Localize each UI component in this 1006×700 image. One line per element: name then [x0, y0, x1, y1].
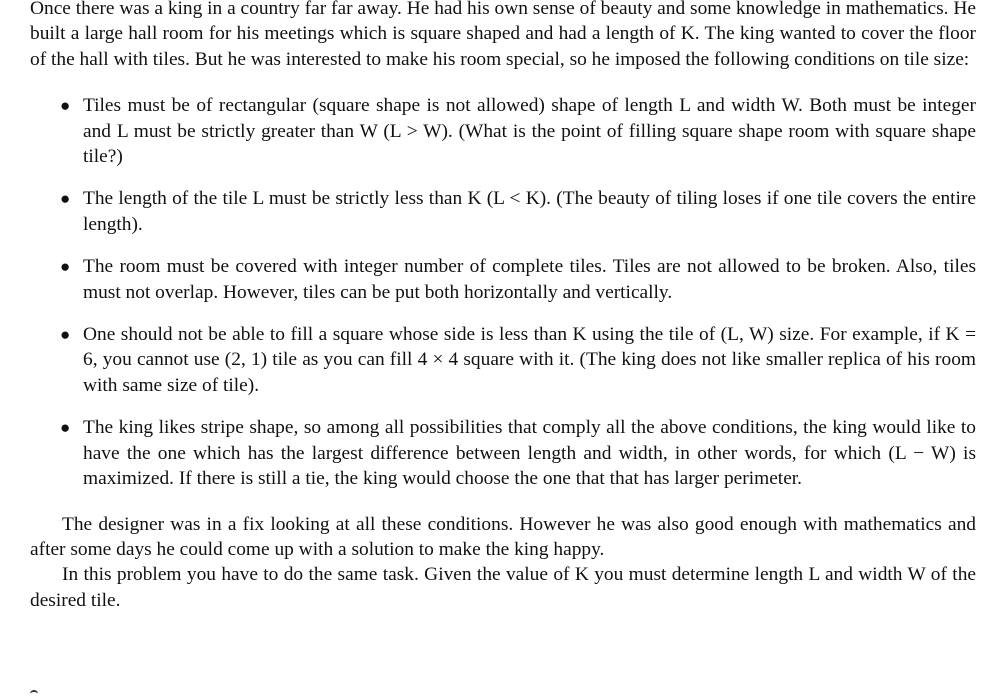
list-item	[30, 415, 976, 491]
problem-statement	[30, 0, 976, 613]
condition-text: The king likes stripe shape, so among all possibilities that comply all the above conditions, the king would like to have the one which has the largest difference between length and width, in other words, for which (L − W) is maximized. If there is still a tie, the king would choose the one that that has larger perimeter.	[83, 417, 976, 490]
conditions-list	[30, 93, 976, 491]
bullet-icon: ●	[60, 96, 71, 116]
outro-paragraph-1: The designer was in a fix looking at all these conditions. However he was also good enough with mathematics and after some days he could come up with a solution to make the king happy.	[30, 513, 976, 560]
list-item	[30, 322, 976, 398]
intro-paragraph: Once there was a king in a country far far away. He had his own sense of beauty and some knowledge in mathematics. He built a large hall room for his meetings which is square shaped and had a length of K. The king wanted to cover the floor of the hall with tiles. But he was interested to make his room special, so he imposed the following conditions on tile size:	[30, 0, 976, 70]
condition-text: Tiles must be of rectangular (square shape is not allowed) shape of length L and width W. Both must be integer and L must be strictly greater than W (L > W). (What is the point of filling square shape room with square shape tile?)	[83, 95, 976, 168]
list-item	[30, 254, 976, 305]
list-item	[30, 93, 976, 169]
truncated-glyph	[30, 690, 38, 698]
outro-paragraph-2: In this problem you have to do the same task. Given the value of K you must determine length L and width W of the desired tile.	[30, 564, 976, 611]
bullet-icon: ●	[60, 418, 71, 438]
bullet-icon: ●	[60, 257, 71, 277]
list-item	[30, 186, 976, 237]
condition-text: The room must be covered with integer number of complete tiles. Tiles are not allowed to be broken. Also, tiles must not overlap. However, tiles can be put both horizontally and vertically.	[83, 256, 976, 303]
condition-text: The length of the tile L must be strictly less than K (L < K). (The beauty of tiling loses if one tile covers the entire length).	[83, 188, 976, 235]
bullet-icon: ●	[60, 189, 71, 209]
condition-text: One should not be able to fill a square whose side is less than K using the tile of (L, W) size. For example, if K = 6, you cannot use (2, 1) tile as you can fill 4 × 4 square with it. (The king does not like smaller replica of his room with same size of tile).	[83, 324, 976, 396]
bullet-icon: ●	[60, 325, 71, 345]
